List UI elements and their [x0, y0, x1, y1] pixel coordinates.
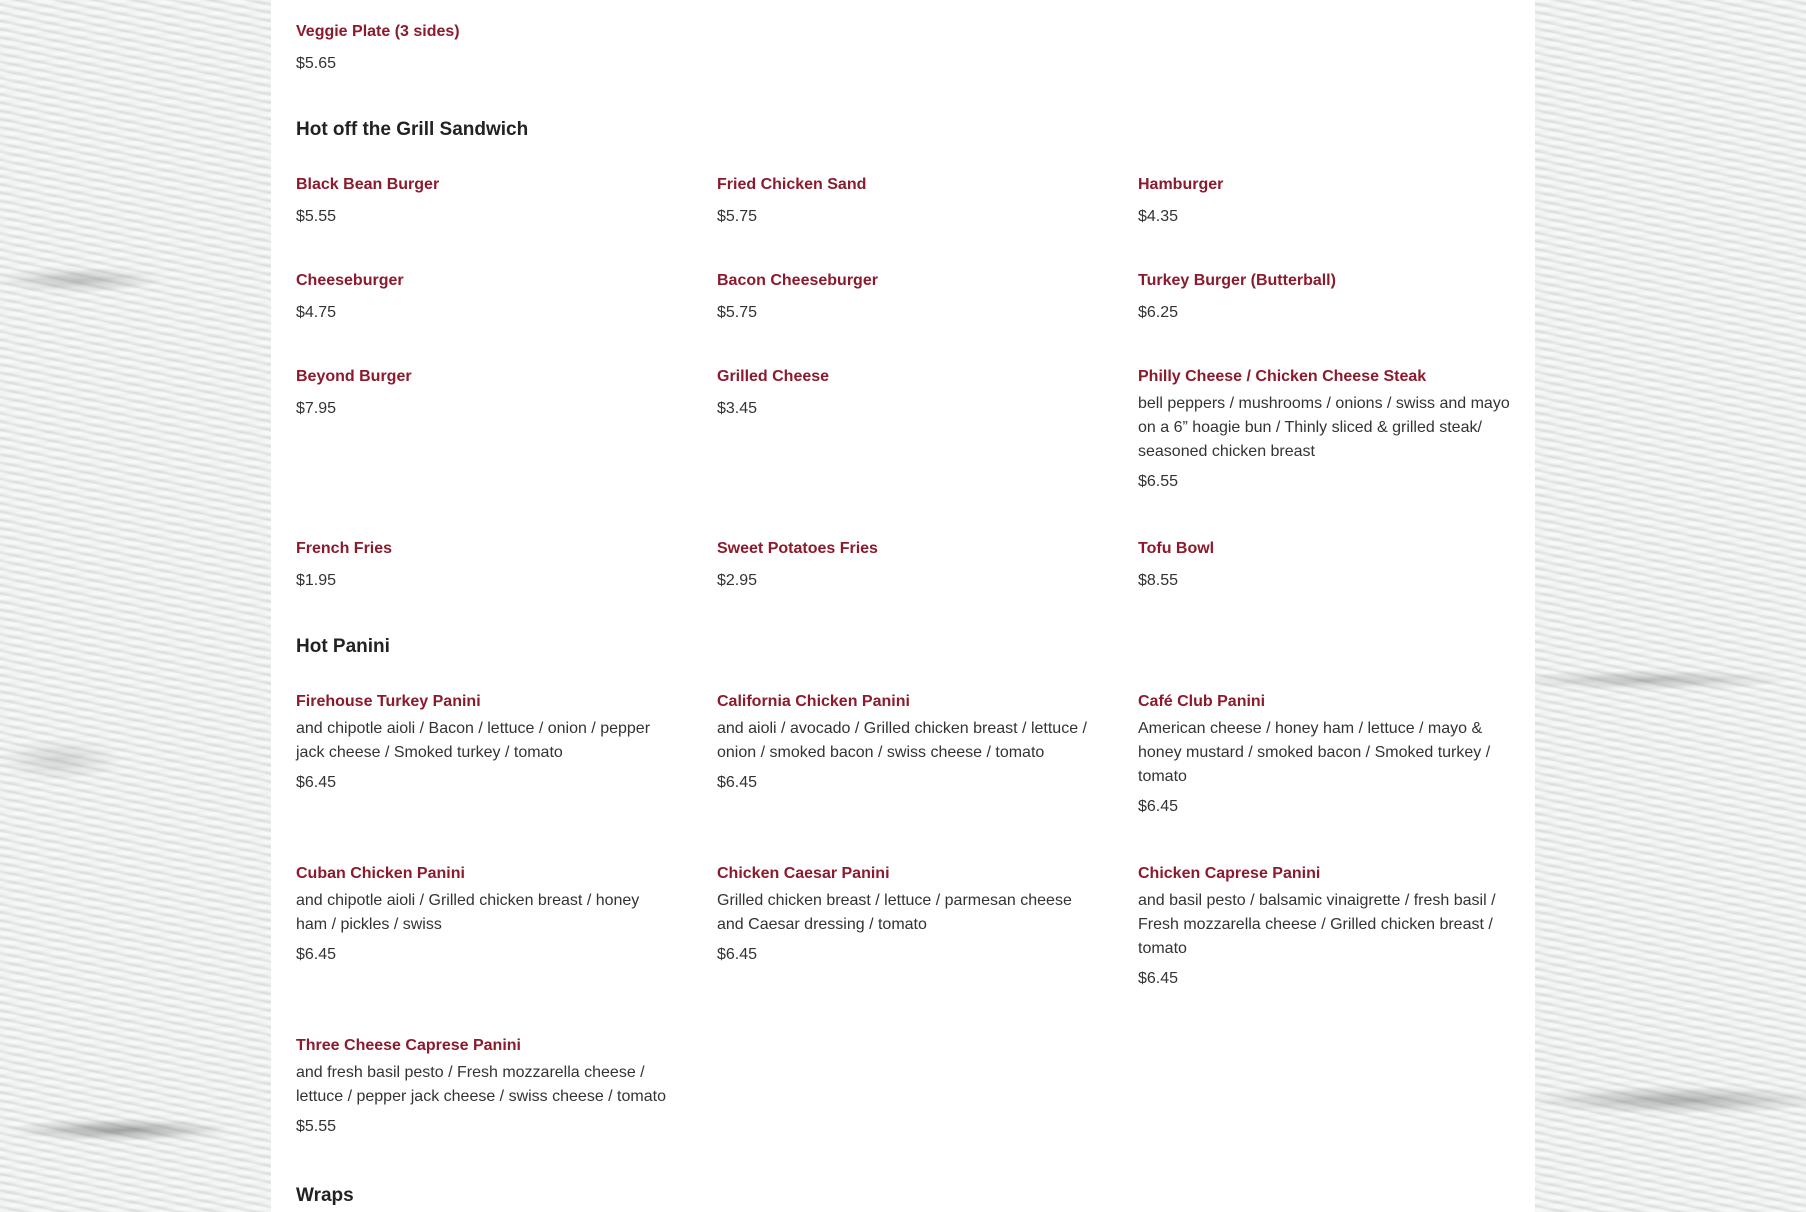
item-name: Beyond Burger	[296, 368, 412, 385]
item-description: Grilled chicken breast / lettuce / parmesan cheese and Caesar dressing / tomato	[717, 892, 1072, 933]
item-price: $5.65	[296, 55, 337, 72]
item-name: Three Cheese Caprese Panini	[296, 1037, 521, 1054]
item-name: Hamburger	[1138, 176, 1224, 193]
item-price: $4.75	[296, 304, 337, 321]
item-price: $5.75	[717, 304, 758, 321]
item-price: $6.45	[1138, 970, 1179, 987]
menu-item-veggie-plate	[296, 22, 671, 74]
item-name: Veggie Plate (3 sides)	[296, 23, 460, 40]
item-name: Fried Chicken Sand	[717, 176, 867, 193]
section-title-panini: Hot Panini	[296, 636, 390, 657]
menu-item-cheeseburger	[296, 271, 671, 323]
item-name: Chicken Caprese Panini	[1138, 865, 1321, 882]
item-name: Sweet Potatoes Fries	[717, 540, 878, 557]
menu-item-cafe-club-panini	[1138, 692, 1513, 817]
item-price: $6.45	[296, 946, 337, 963]
menu-item-beyond-burger	[296, 367, 671, 419]
item-price: $6.45	[1138, 798, 1179, 815]
item-description: and chipotle aioli / Bacon / lettuce / onion / pepper jack cheese / Smoked turkey / tomato	[296, 720, 651, 761]
item-name: Chicken Caesar Panini	[717, 865, 890, 882]
menu-item-three-cheese-caprese-panini	[296, 1036, 671, 1137]
item-description: American cheese / honey ham / lettuce / mayo & honey mustard / smoked bacon / Smoked turkey / tomato	[1138, 720, 1491, 785]
menu-item-firehouse-turkey-panini	[296, 692, 671, 793]
item-price: $6.45	[296, 774, 337, 791]
item-price: $5.75	[717, 208, 758, 225]
section-title-wraps: Wraps	[296, 1185, 354, 1206]
menu-item-philly-cheese-steak	[1138, 367, 1513, 492]
item-name: Turkey Burger (Butterball)	[1138, 272, 1336, 289]
item-name: Café Club Panini	[1138, 693, 1266, 710]
item-name: Philly Cheese / Chicken Cheese Steak	[1138, 368, 1427, 385]
item-description: and fresh basil pesto / Fresh mozzarella cheese / lettuce / pepper jack cheese / swiss cheese / tomato	[296, 1064, 666, 1105]
menu-item-hamburger	[1138, 175, 1513, 227]
item-description: and chipotle aioli / Grilled chicken breast / honey ham / pickles / swiss	[296, 892, 640, 933]
item-price: $2.95	[717, 572, 758, 589]
item-name: Firehouse Turkey Panini	[296, 693, 481, 710]
menu-item-turkey-burger	[1138, 271, 1513, 323]
item-price: $1.95	[296, 572, 337, 589]
menu-panel	[271, 0, 1535, 1212]
item-description: and basil pesto / balsamic vinaigrette / fresh basil / Fresh mozzarella cheese / Grilled chicken breast / tomato	[1138, 892, 1496, 957]
item-price: $6.25	[1138, 304, 1179, 321]
item-name: Tofu Bowl	[1138, 540, 1215, 557]
item-price: $6.45	[717, 774, 758, 791]
menu-item-california-chicken-panini	[717, 692, 1092, 793]
menu-item-tofu-bowl	[1138, 539, 1513, 591]
item-name: Black Bean Burger	[296, 176, 440, 193]
item-price: $6.55	[1138, 473, 1179, 490]
item-name: Bacon Cheeseburger	[717, 272, 878, 289]
item-name: Grilled Cheese	[717, 368, 830, 385]
item-name: Cuban Chicken Panini	[296, 865, 465, 882]
item-description: and aioli / avocado / Grilled chicken breast / lettuce / onion / smoked bacon / swiss cheese / tomato	[717, 720, 1087, 761]
item-price: $4.35	[1138, 208, 1179, 225]
item-price: $3.45	[717, 400, 758, 417]
item-price: $6.45	[717, 946, 758, 963]
item-description: bell peppers / mushrooms / onions / swiss and mayo on a 6” hoagie bun / Thinly sliced & grilled steak/ seasoned chicken breast	[1138, 395, 1510, 460]
item-name: French Fries	[296, 540, 393, 557]
item-price: $5.55	[296, 208, 337, 225]
section-title-grill: Hot off the Grill Sandwich	[296, 119, 529, 140]
menu-item-bacon-cheeseburger	[717, 271, 1092, 323]
menu-item-fried-chicken-sand	[717, 175, 1092, 227]
menu-item-cuban-chicken-panini	[296, 864, 671, 965]
item-name: California Chicken Panini	[717, 693, 910, 710]
menu-item-chicken-caprese-panini	[1138, 864, 1513, 989]
item-price: $5.55	[296, 1118, 337, 1135]
menu-item-grilled-cheese	[717, 367, 1092, 419]
menu-item-black-bean-burger	[296, 175, 671, 227]
item-name: Cheeseburger	[296, 272, 404, 289]
menu-item-french-fries	[296, 539, 671, 591]
menu-item-sweet-potatoes-fries	[717, 539, 1092, 591]
item-price: $8.55	[1138, 572, 1179, 589]
item-price: $7.95	[296, 400, 337, 417]
menu-item-chicken-caesar-panini	[717, 864, 1092, 965]
